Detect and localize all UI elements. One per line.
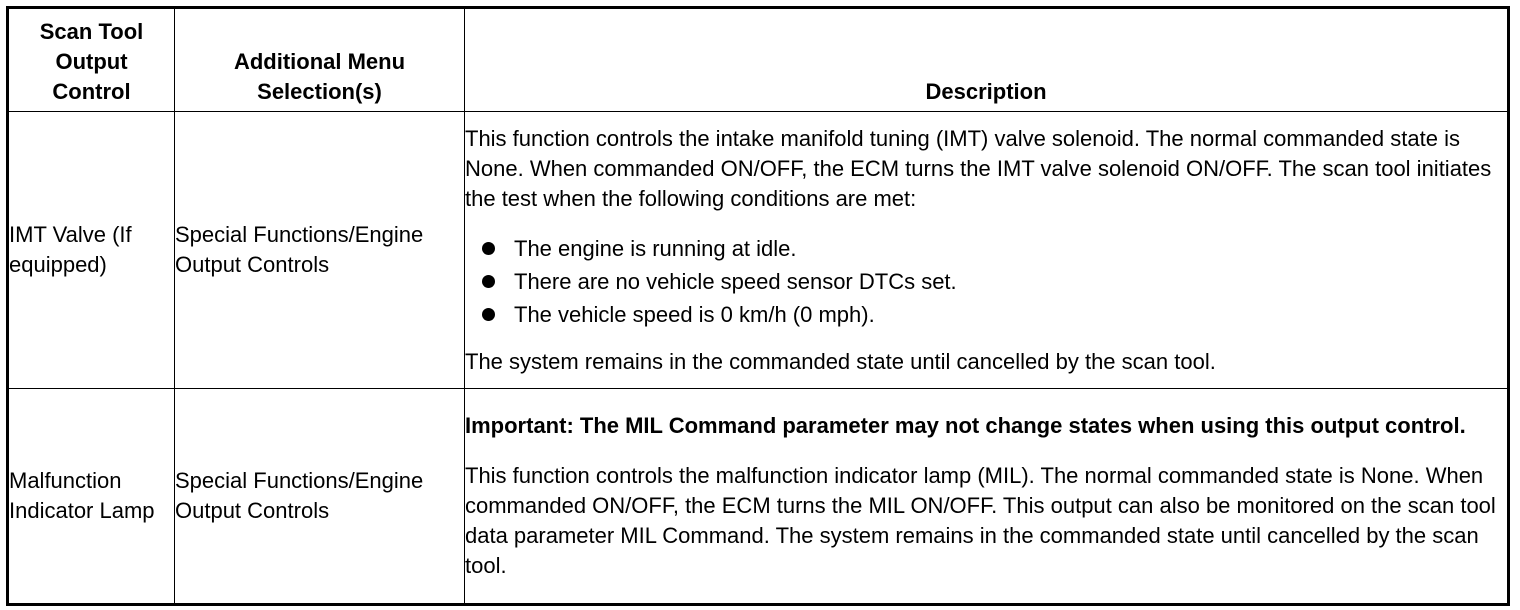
header-line: Selection(s) (257, 79, 382, 104)
table-row (8, 389, 1509, 605)
header-additional-menu-selections (175, 8, 465, 112)
output-control-cell: Malfunction Indicator Lamp (8, 389, 175, 605)
header-line: Control (52, 79, 131, 104)
output-control-cell: IMT Valve (If equipped) (8, 112, 175, 389)
output-controls-table (6, 6, 1510, 606)
important-note: Important: The MIL Command parameter may not change states when using this output control. (465, 413, 1466, 438)
list-item (465, 232, 1507, 265)
description-cell (465, 389, 1509, 605)
table-header-row (8, 8, 1509, 112)
bullet-icon (482, 275, 495, 288)
description-intro: This function controls the intake manifold tuning (IMT) valve solenoid. The normal commanded state is None. When commanded ON/OFF, the ECM turns the IMT valve solenoid ON/OFF. The scan tool initiates the test when the following conditions are met: (465, 125, 1492, 211)
header-line: Output (55, 49, 128, 74)
header-line: Additional Menu (233, 49, 406, 74)
condition-text: There are no vehicle speed sensor DTCs set. (514, 268, 957, 294)
menu-selection-cell: Special Functions/Engine Output Controls (175, 112, 465, 389)
list-item (465, 298, 1507, 331)
header-scan-tool-output-control (8, 8, 175, 112)
bullet-icon (482, 242, 495, 255)
condition-text: The engine is running at idle. (514, 235, 797, 261)
header-line: Scan Tool (39, 19, 144, 44)
description-body: This function controls the malfunction indicator lamp (MIL). The normal commanded state is None. When commanded ON/OFF, the ECM turns the MIL ON/OFF. This output can also be monitored on the scan tool data parameter MIL Command. The system remains in the commanded state until cancelled by the scan tool. (465, 463, 1496, 578)
conditions-list (465, 232, 1507, 331)
condition-text: The vehicle speed is 0 km/h (0 mph). (514, 301, 875, 327)
table-row (8, 112, 1509, 389)
menu-selection-cell: Special Functions/Engine Output Controls (175, 389, 465, 605)
description-closing: The system remains in the commanded state until cancelled by the scan tool. (465, 348, 1216, 374)
header-description: Description (465, 8, 1509, 112)
bullet-icon (482, 308, 495, 321)
list-item (465, 265, 1507, 298)
description-cell (465, 112, 1509, 389)
